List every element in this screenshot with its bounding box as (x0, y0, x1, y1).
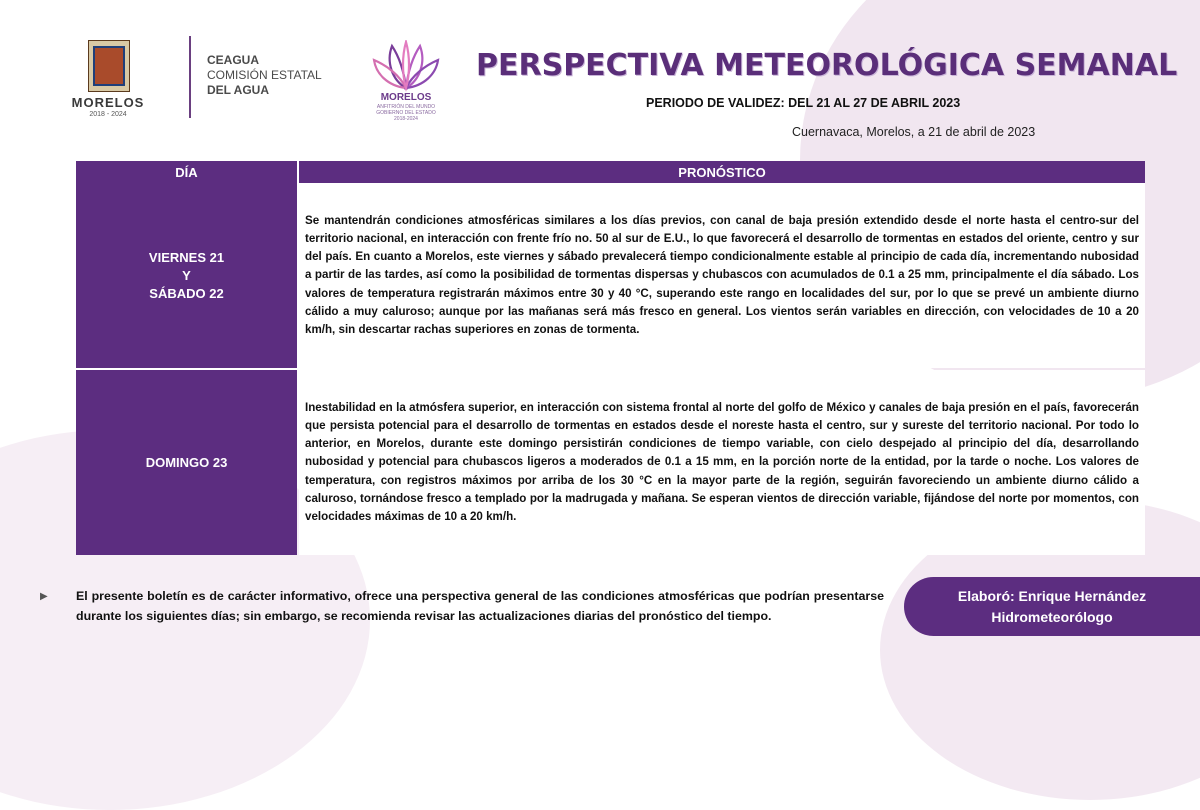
state-years: 2018 - 2024 (89, 111, 127, 118)
state-seal-icon (88, 40, 130, 92)
forecast-table (76, 161, 1145, 555)
day-cell-friday-saturday (76, 183, 297, 368)
forecast-cell-friday-saturday (299, 183, 1145, 368)
state-name: MORELOS (71, 95, 145, 110)
agency-line-1: CEAGUA (207, 53, 260, 67)
triangle-right-icon: ▶ (40, 591, 48, 602)
disclaimer-text: El presente boletín es de carácter informativo, ofrece una perspectiva general de las condiciones atmosféricas que podrían presentarse durante los siguientes días; sin embargo, se recomienda revisar las actualizaciones diarias del pronóstico del tiempo. (76, 589, 884, 623)
day-label-line: VIERNES 21 (148, 249, 225, 265)
author-role: Hidrometeorólogo (991, 608, 1113, 625)
day-label-line: SÁBADO 22 (149, 285, 224, 301)
header (0, 0, 1200, 150)
day-cell-sunday (76, 370, 297, 555)
brand-sub-3: 2018-2024 (394, 116, 418, 122)
forecast-cell-sunday (299, 370, 1145, 555)
agency-line-3: DEL AGUA (207, 83, 270, 97)
column-header-forecast: PRONÓSTICO (299, 161, 1145, 183)
page-title: PERSPECTIVA METEOROLÓGICA SEMANAL (476, 48, 1178, 83)
day-label-line: Y (182, 267, 191, 283)
brand-name: MORELOS (380, 92, 432, 103)
agency-line-2: COMISIÓN ESTATAL (207, 68, 322, 82)
place-date: Cuernavaca, Morelos, a 21 de abril de 2023 (792, 125, 1036, 139)
lotus-logo-icon (372, 40, 440, 92)
forecast-text: Se mantendrán condiciones atmosféricas similares a los días previos, con canal de baja presión extendido desde el norte hasta el centro-sur del territorio nacional, en interacción con frente frío no. 50 al sur de E.U., lo que favorecerá el desarrollo de tormentas en estados del oriente, centro y sur del país. En cuanto a Morelos, este viernes y sábado prevalecerá tiempo condicionalmente estable al principio de cada día, incrementando nubosidad a partir de las tardes, así como la posibilidad de tormentas dispersas y chubascos con acumulados de 0.1 a 25 mm, principalmente el día sábado. Los valores de temperatura registrarán máximos entre 30 y 40 °C, superando este rango en localidades del sur, por lo que se prevé un ambiente diurno cálido a muy caluroso; aunque por las mañanas será más fresco en general. Los vientos serán variables en dirección, con velocidades de 10 a 20 km/h, sin descartar rachas superiores en zonas de tormenta. (305, 213, 1139, 336)
forecast-text: Inestabilidad en la atmósfera superior, en interacción con sistema frontal al norte del golfo de México y canales de baja presión en el país, favorecerán que persista potencial para el desarrollo de tormentas en estados desde el noreste hasta el centro, sur y sureste del territorio nacional. Por todo lo anterior, en Morelos, durante este domingo persistirán condiciones de tiempo variable, con cielo despejado al principio del día, desarrollando nubosidad y potencial para chubascos ligeros a moderados de 0.1 a 15 mm, en la porción norte de la entidad, por la tarde o noche. Los valores de temperatura, con registros máximos por arriba de los 30 °C en la mayor parte de la región, seguirán favoreciendo un ambiente diurno cálido a caluroso, tornándose fresco a templado por la madrugada y mañana. Se esperan vientos de dirección variable, fijándose del norte por momentos, con velocidades máximas de 10 a 20 km/h. (305, 400, 1139, 523)
validity-period: PERIODO DE VALIDEZ: DEL 21 AL 27 DE ABRIL 2023 (646, 96, 961, 110)
brand-subtitle (368, 104, 444, 122)
agency-name (207, 53, 322, 98)
column-header-day: DÍA (76, 161, 297, 183)
header-divider (189, 36, 191, 118)
brand-sub-2: GOBIERNO DEL ESTADO (376, 110, 436, 116)
author-name: Elaboró: Enrique Hernández (957, 587, 1147, 604)
author-badge (904, 577, 1200, 636)
day-label-line: DOMINGO 23 (145, 454, 228, 470)
brand-sub-1: ANFITRIÓN DEL MUNDO (376, 104, 436, 110)
